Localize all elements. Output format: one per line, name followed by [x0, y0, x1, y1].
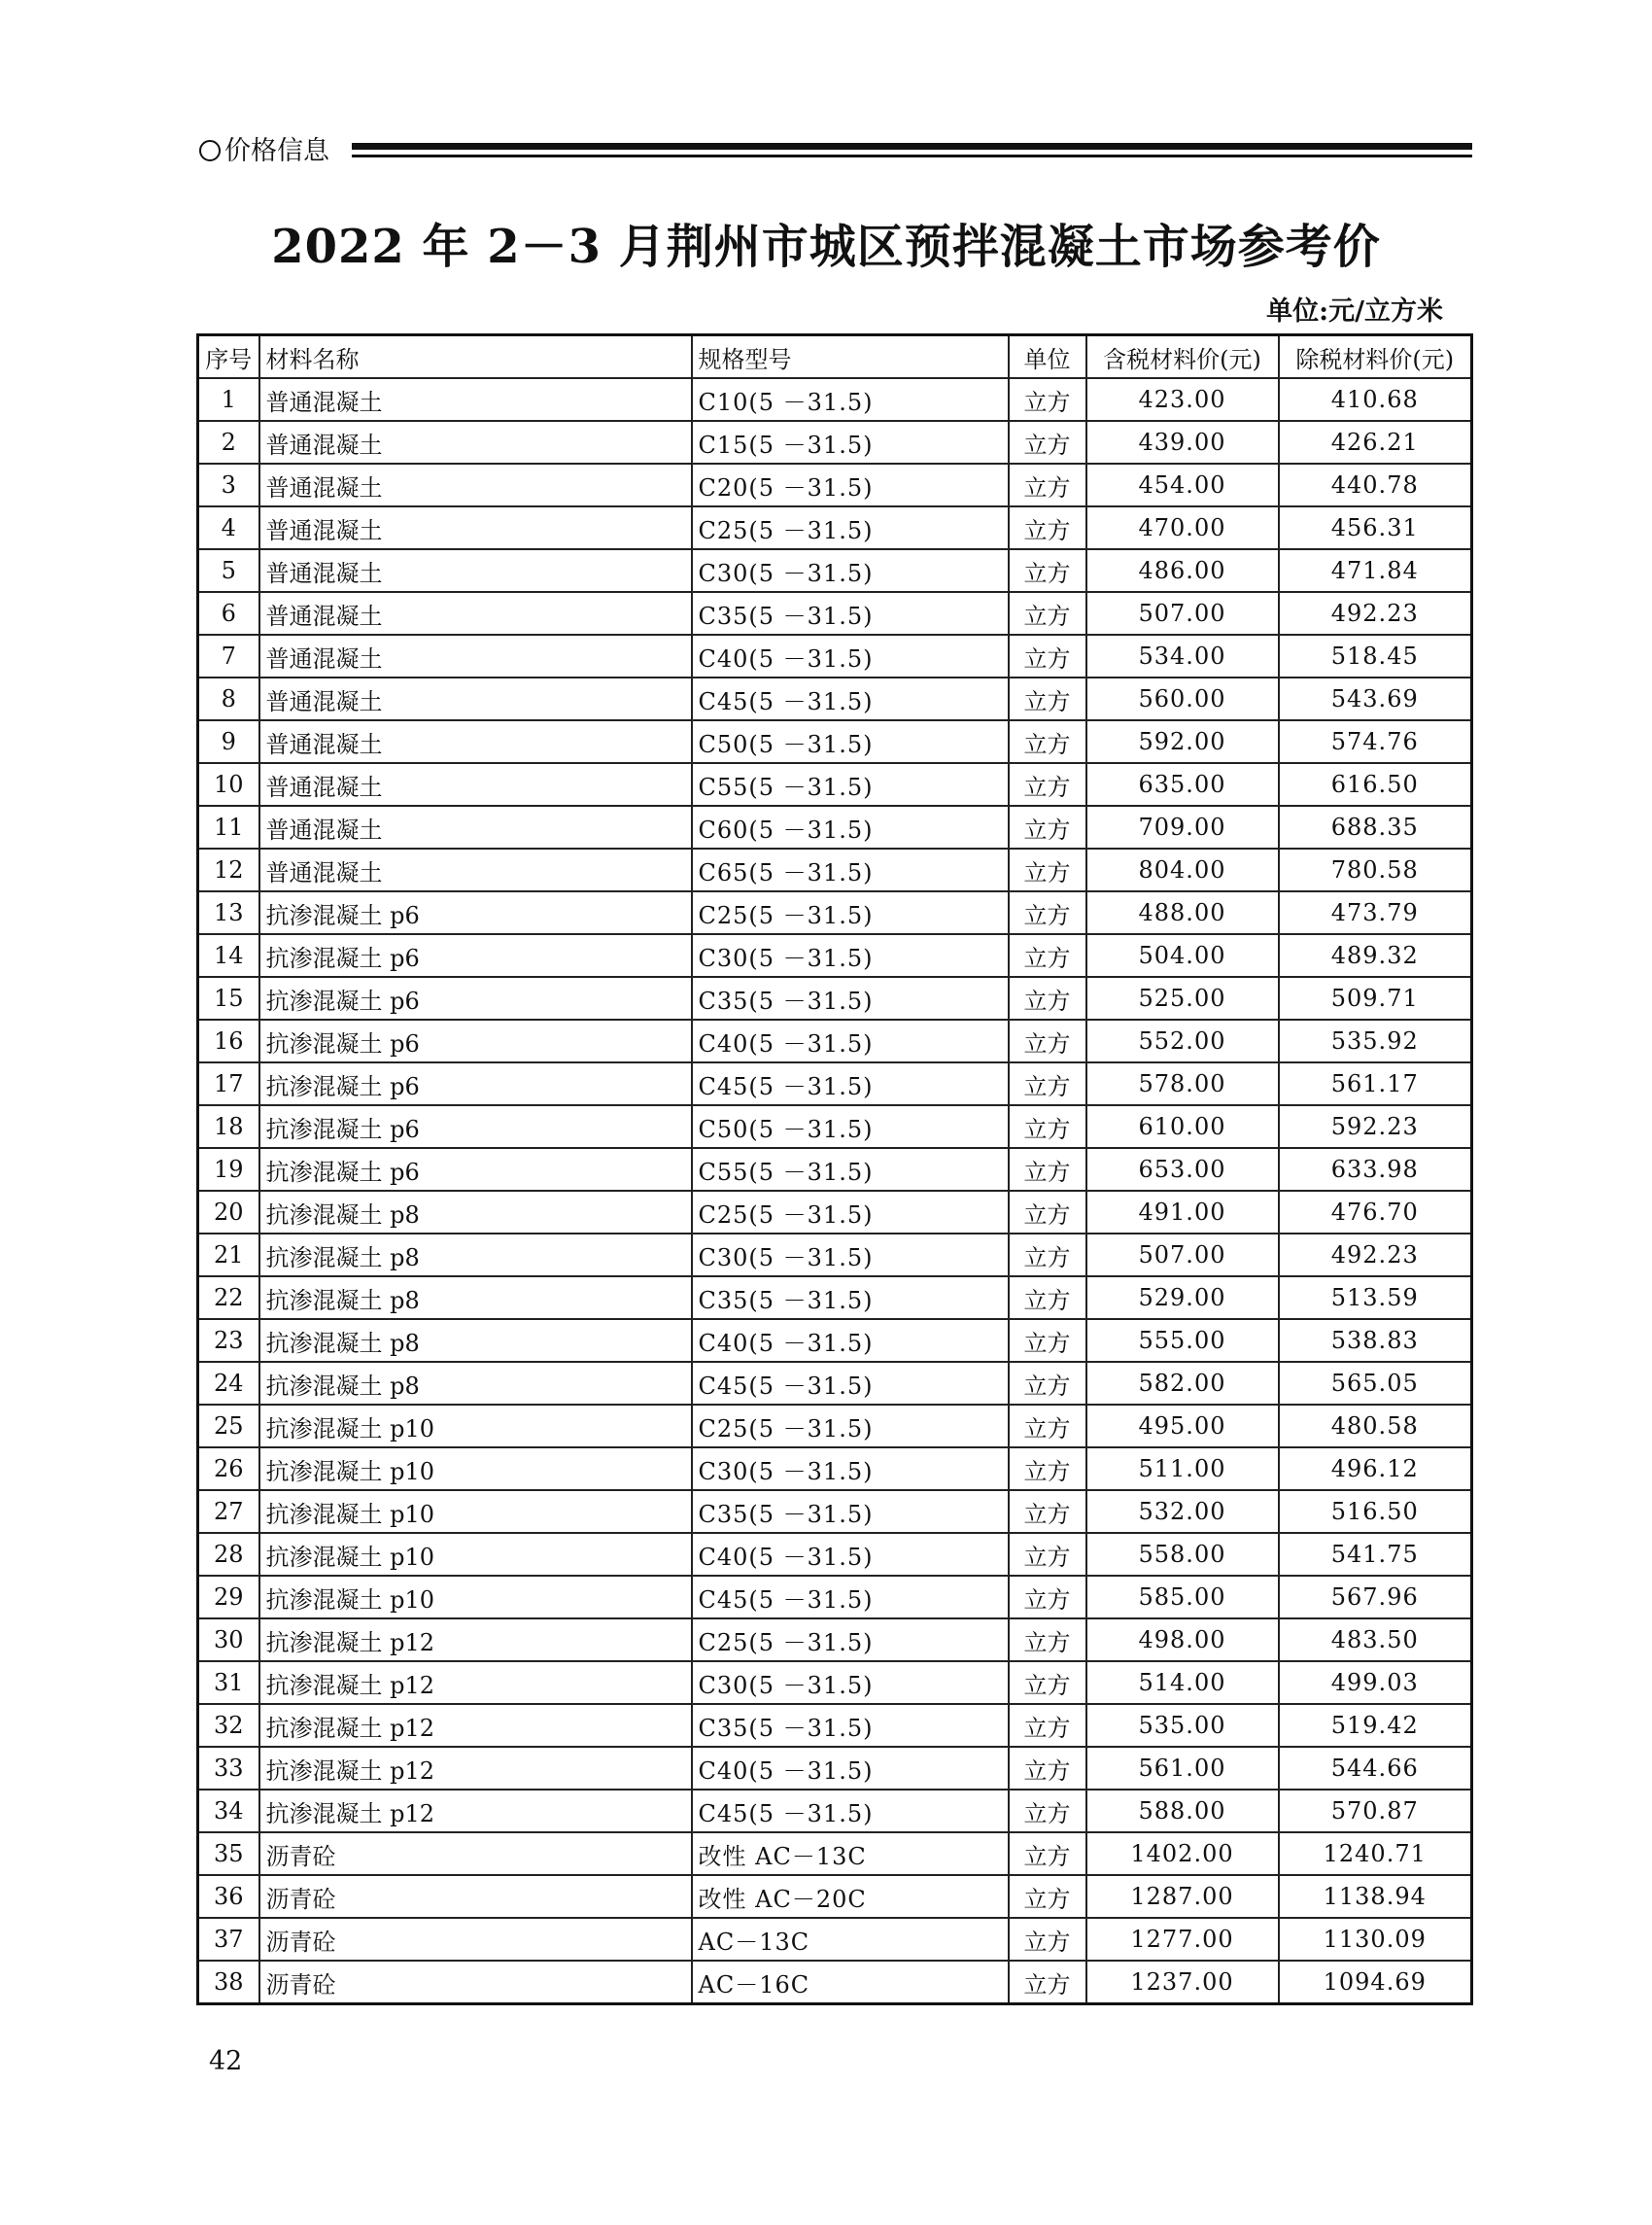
cell-unit: 立方: [1009, 1961, 1086, 2004]
cell-spec: C40(5 －31.5): [692, 1533, 1009, 1576]
cell-price-tax: 514.00: [1086, 1661, 1279, 1704]
cell-unit: 立方: [1009, 1875, 1086, 1918]
cell-no: 38: [198, 1961, 259, 2004]
col-header-price-notax: 除税材料价(元): [1279, 335, 1472, 379]
cell-name: 抗渗混凝土 p8: [259, 1319, 692, 1362]
cell-no: 15: [198, 977, 259, 1020]
cell-price-notax: 516.50: [1279, 1490, 1472, 1533]
page-number: 42: [209, 2046, 243, 2076]
table-row: [198, 1105, 1472, 1148]
table-row: [198, 421, 1472, 464]
cell-no: 4: [198, 506, 259, 549]
table-row: [198, 1362, 1472, 1405]
cell-unit: 立方: [1009, 1362, 1086, 1405]
cell-price-notax: 688.35: [1279, 806, 1472, 849]
cell-spec: C55(5 －31.5): [692, 1148, 1009, 1191]
cell-no: 5: [198, 549, 259, 592]
cell-name: 沥青砼: [259, 1832, 692, 1875]
cell-spec: C25(5 －31.5): [692, 1618, 1009, 1661]
cell-name: 沥青砼: [259, 1918, 692, 1961]
cell-price-tax: 504.00: [1086, 934, 1279, 977]
table-row: [198, 549, 1472, 592]
cell-price-notax: 567.96: [1279, 1576, 1472, 1618]
cell-name: 抗渗混凝土 p6: [259, 1148, 692, 1191]
cell-price-notax: 570.87: [1279, 1790, 1472, 1832]
cell-price-tax: 552.00: [1086, 1020, 1279, 1062]
cell-no: 25: [198, 1405, 259, 1447]
cell-name: 抗渗混凝土 p10: [259, 1405, 692, 1447]
cell-no: 28: [198, 1533, 259, 1576]
cell-unit: 立方: [1009, 1319, 1086, 1362]
cell-name: 抗渗混凝土 p6: [259, 934, 692, 977]
cell-name: 抗渗混凝土 p12: [259, 1618, 692, 1661]
cell-unit: 立方: [1009, 549, 1086, 592]
cell-price-notax: 499.03: [1279, 1661, 1472, 1704]
table-row: [198, 934, 1472, 977]
cell-unit: 立方: [1009, 763, 1086, 806]
cell-unit: 立方: [1009, 720, 1086, 763]
cell-unit: 立方: [1009, 464, 1086, 506]
cell-unit: 立方: [1009, 934, 1086, 977]
cell-no: 34: [198, 1790, 259, 1832]
cell-price-notax: 492.23: [1279, 592, 1472, 635]
cell-price-notax: 565.05: [1279, 1362, 1472, 1405]
table-row: [198, 1447, 1472, 1490]
cell-name: 抗渗混凝土 p12: [259, 1747, 692, 1790]
cell-name: 抗渗混凝土 p10: [259, 1576, 692, 1618]
table-row: [198, 891, 1472, 934]
cell-no: 3: [198, 464, 259, 506]
table-row: [198, 1319, 1472, 1362]
cell-unit: 立方: [1009, 849, 1086, 891]
cell-price-tax: 495.00: [1086, 1405, 1279, 1447]
cell-unit: 立方: [1009, 1747, 1086, 1790]
cell-price-notax: 538.83: [1279, 1319, 1472, 1362]
cell-no: 6: [198, 592, 259, 635]
cell-no: 26: [198, 1447, 259, 1490]
cell-spec: C25(5 －31.5): [692, 506, 1009, 549]
table-row: [198, 1875, 1472, 1918]
cell-name: 沥青砼: [259, 1961, 692, 2004]
cell-price-notax: 476.70: [1279, 1191, 1472, 1234]
cell-price-tax: 635.00: [1086, 763, 1279, 806]
unit-note: 单位:元/立方米: [1266, 296, 1443, 327]
cell-price-notax: 473.79: [1279, 891, 1472, 934]
cell-spec: AC－13C: [692, 1918, 1009, 1961]
cell-spec: AC－16C: [692, 1961, 1009, 2004]
cell-spec: C30(5 －31.5): [692, 934, 1009, 977]
cell-spec: C25(5 －31.5): [692, 1191, 1009, 1234]
cell-unit: 立方: [1009, 891, 1086, 934]
cell-unit: 立方: [1009, 1276, 1086, 1319]
cell-unit: 立方: [1009, 1790, 1086, 1832]
cell-no: 10: [198, 763, 259, 806]
table-row: [198, 1191, 1472, 1234]
cell-price-notax: 519.42: [1279, 1704, 1472, 1747]
cell-no: 9: [198, 720, 259, 763]
cell-spec: C30(5 －31.5): [692, 1234, 1009, 1276]
table-row: [198, 1276, 1472, 1319]
cell-name: 抗渗混凝土 p6: [259, 1062, 692, 1105]
table-row: [198, 1747, 1472, 1790]
cell-spec: C15(5 －31.5): [692, 421, 1009, 464]
cell-no: 16: [198, 1020, 259, 1062]
cell-name: 抗渗混凝土 p12: [259, 1790, 692, 1832]
cell-spec: C40(5 －31.5): [692, 1747, 1009, 1790]
cell-spec: C55(5 －31.5): [692, 763, 1009, 806]
cell-price-notax: 574.76: [1279, 720, 1472, 763]
cell-price-notax: 633.98: [1279, 1148, 1472, 1191]
table-row: [198, 720, 1472, 763]
cell-name: 抗渗混凝土 p6: [259, 891, 692, 934]
cell-price-tax: 470.00: [1086, 506, 1279, 549]
cell-price-tax: 1277.00: [1086, 1918, 1279, 1961]
cell-no: 33: [198, 1747, 259, 1790]
table-row: [198, 506, 1472, 549]
cell-no: 23: [198, 1319, 259, 1362]
cell-spec: C40(5 －31.5): [692, 1020, 1009, 1062]
cell-name: 普通混凝土: [259, 592, 692, 635]
cell-name: 普通混凝土: [259, 464, 692, 506]
header-rule-thin: [352, 155, 1472, 157]
cell-price-notax: 509.71: [1279, 977, 1472, 1020]
table-row: [198, 635, 1472, 678]
cell-unit: 立方: [1009, 678, 1086, 720]
price-table: [196, 333, 1473, 2005]
cell-price-tax: 610.00: [1086, 1105, 1279, 1148]
cell-unit: 立方: [1009, 1832, 1086, 1875]
cell-price-notax: 541.75: [1279, 1533, 1472, 1576]
table-row: [198, 1576, 1472, 1618]
cell-no: 12: [198, 849, 259, 891]
cell-price-tax: 423.00: [1086, 378, 1279, 421]
cell-unit: 立方: [1009, 1148, 1086, 1191]
cell-spec: C40(5 －31.5): [692, 635, 1009, 678]
cell-no: 30: [198, 1618, 259, 1661]
col-header-no: 序号: [198, 335, 259, 379]
table-body: [198, 378, 1472, 2004]
cell-spec: C45(5 －31.5): [692, 1576, 1009, 1618]
cell-no: 14: [198, 934, 259, 977]
cell-no: 18: [198, 1105, 259, 1148]
cell-price-notax: 1138.94: [1279, 1875, 1472, 1918]
cell-no: 11: [198, 806, 259, 849]
cell-unit: 立方: [1009, 1704, 1086, 1747]
cell-spec: C30(5 －31.5): [692, 1447, 1009, 1490]
cell-price-notax: 489.32: [1279, 934, 1472, 977]
table-row: [198, 1661, 1472, 1704]
cell-unit: 立方: [1009, 1405, 1086, 1447]
cell-name: 抗渗混凝土 p8: [259, 1234, 692, 1276]
cell-price-tax: 560.00: [1086, 678, 1279, 720]
circle-icon: [199, 140, 221, 161]
cell-name: 普通混凝土: [259, 720, 692, 763]
cell-price-tax: 588.00: [1086, 1790, 1279, 1832]
cell-price-notax: 1130.09: [1279, 1918, 1472, 1961]
cell-unit: 立方: [1009, 1490, 1086, 1533]
cell-spec: C45(5 －31.5): [692, 1362, 1009, 1405]
cell-spec: C40(5 －31.5): [692, 1319, 1009, 1362]
cell-no: 24: [198, 1362, 259, 1405]
cell-no: 27: [198, 1490, 259, 1533]
page-title: 2022 年 2－3 月荆州市城区预拌混凝土市场参考价: [271, 220, 1381, 274]
cell-name: 抗渗混凝土 p6: [259, 1020, 692, 1062]
cell-price-notax: 535.92: [1279, 1020, 1472, 1062]
table-row: [198, 1062, 1472, 1105]
cell-spec: C65(5 －31.5): [692, 849, 1009, 891]
cell-unit: 立方: [1009, 1234, 1086, 1276]
table-row: [198, 1148, 1472, 1191]
cell-unit: 立方: [1009, 1661, 1086, 1704]
cell-no: 36: [198, 1875, 259, 1918]
cell-no: 21: [198, 1234, 259, 1276]
table-row: [198, 849, 1472, 891]
cell-spec: C30(5 －31.5): [692, 549, 1009, 592]
cell-price-notax: 518.45: [1279, 635, 1472, 678]
cell-unit: 立方: [1009, 1618, 1086, 1661]
cell-name: 普通混凝土: [259, 421, 692, 464]
cell-spec: C25(5 －31.5): [692, 1405, 1009, 1447]
cell-price-notax: 492.23: [1279, 1234, 1472, 1276]
table-row: [198, 378, 1472, 421]
table-header-row: [198, 335, 1472, 379]
cell-price-notax: 426.21: [1279, 421, 1472, 464]
cell-no: 2: [198, 421, 259, 464]
cell-name: 普通混凝土: [259, 635, 692, 678]
col-header-spec: 规格型号: [692, 335, 1009, 379]
cell-price-tax: 555.00: [1086, 1319, 1279, 1362]
cell-spec: C20(5 －31.5): [692, 464, 1009, 506]
section-label: [199, 134, 329, 169]
cell-unit: 立方: [1009, 378, 1086, 421]
cell-unit: 立方: [1009, 977, 1086, 1020]
cell-unit: 立方: [1009, 1918, 1086, 1961]
cell-spec: C60(5 －31.5): [692, 806, 1009, 849]
cell-price-tax: 1237.00: [1086, 1961, 1279, 2004]
cell-no: 35: [198, 1832, 259, 1875]
cell-spec: C50(5 －31.5): [692, 1105, 1009, 1148]
cell-price-notax: 496.12: [1279, 1447, 1472, 1490]
col-header-unit: 单位: [1009, 335, 1086, 379]
cell-unit: 立方: [1009, 1020, 1086, 1062]
cell-spec: 改性 AC－13C: [692, 1832, 1009, 1875]
cell-price-tax: 558.00: [1086, 1533, 1279, 1576]
table-row: [198, 1020, 1472, 1062]
cell-name: 普通混凝土: [259, 378, 692, 421]
table-row: [198, 763, 1472, 806]
cell-price-notax: 456.31: [1279, 506, 1472, 549]
cell-spec: C35(5 －31.5): [692, 1490, 1009, 1533]
cell-unit: 立方: [1009, 592, 1086, 635]
table-row: [198, 1918, 1472, 1961]
cell-no: 19: [198, 1148, 259, 1191]
cell-name: 普通混凝土: [259, 506, 692, 549]
cell-price-tax: 578.00: [1086, 1062, 1279, 1105]
cell-spec: C35(5 －31.5): [692, 1276, 1009, 1319]
cell-unit: 立方: [1009, 1533, 1086, 1576]
cell-price-notax: 1094.69: [1279, 1961, 1472, 2004]
cell-name: 沥青砼: [259, 1875, 692, 1918]
cell-spec: C35(5 －31.5): [692, 977, 1009, 1020]
cell-unit: 立方: [1009, 506, 1086, 549]
col-header-price-tax: 含税材料价(元): [1086, 335, 1279, 379]
cell-price-tax: 561.00: [1086, 1747, 1279, 1790]
cell-price-tax: 507.00: [1086, 592, 1279, 635]
cell-name: 抗渗混凝土 p10: [259, 1533, 692, 1576]
table-row: [198, 1234, 1472, 1276]
cell-price-tax: 709.00: [1086, 806, 1279, 849]
cell-unit: 立方: [1009, 1062, 1086, 1105]
cell-spec: C50(5 －31.5): [692, 720, 1009, 763]
col-header-name: 材料名称: [259, 335, 692, 379]
cell-name: 普通混凝土: [259, 849, 692, 891]
cell-price-tax: 592.00: [1086, 720, 1279, 763]
cell-name: 抗渗混凝土 p8: [259, 1191, 692, 1234]
cell-unit: 立方: [1009, 635, 1086, 678]
table-row: [198, 1533, 1472, 1576]
cell-price-tax: 529.00: [1086, 1276, 1279, 1319]
cell-price-notax: 480.58: [1279, 1405, 1472, 1447]
cell-no: 1: [198, 378, 259, 421]
cell-name: 普通混凝土: [259, 549, 692, 592]
table-row: [198, 1618, 1472, 1661]
cell-name: 抗渗混凝土 p6: [259, 1105, 692, 1148]
table-row: [198, 1790, 1472, 1832]
cell-price-tax: 486.00: [1086, 549, 1279, 592]
cell-price-tax: 1287.00: [1086, 1875, 1279, 1918]
cell-price-tax: 511.00: [1086, 1447, 1279, 1490]
cell-name: 普通混凝土: [259, 678, 692, 720]
cell-no: 13: [198, 891, 259, 934]
cell-price-tax: 582.00: [1086, 1362, 1279, 1405]
cell-price-tax: 507.00: [1086, 1234, 1279, 1276]
cell-price-notax: 513.59: [1279, 1276, 1472, 1319]
table-row: [198, 1405, 1472, 1447]
cell-price-tax: 804.00: [1086, 849, 1279, 891]
section-label-text: 价格信息: [224, 136, 329, 166]
cell-spec: C45(5 －31.5): [692, 1790, 1009, 1832]
table-row: [198, 977, 1472, 1020]
cell-price-notax: 543.69: [1279, 678, 1472, 720]
cell-unit: 立方: [1009, 806, 1086, 849]
cell-name: 抗渗混凝土 p10: [259, 1447, 692, 1490]
cell-price-tax: 1402.00: [1086, 1832, 1279, 1875]
cell-name: 抗渗混凝土 p6: [259, 977, 692, 1020]
cell-no: 8: [198, 678, 259, 720]
cell-spec: C25(5 －31.5): [692, 891, 1009, 934]
cell-name: 抗渗混凝土 p8: [259, 1362, 692, 1405]
header-rule-thick: [352, 143, 1472, 150]
cell-spec: C10(5 －31.5): [692, 378, 1009, 421]
cell-no: 20: [198, 1191, 259, 1234]
cell-price-notax: 616.50: [1279, 763, 1472, 806]
cell-spec: C45(5 －31.5): [692, 678, 1009, 720]
cell-no: 31: [198, 1661, 259, 1704]
cell-no: 22: [198, 1276, 259, 1319]
cell-name: 抗渗混凝土 p8: [259, 1276, 692, 1319]
cell-price-tax: 585.00: [1086, 1576, 1279, 1618]
cell-spec: C45(5 －31.5): [692, 1062, 1009, 1105]
cell-price-tax: 653.00: [1086, 1148, 1279, 1191]
cell-unit: 立方: [1009, 1191, 1086, 1234]
cell-price-tax: 534.00: [1086, 635, 1279, 678]
cell-unit: 立方: [1009, 1105, 1086, 1148]
cell-price-notax: 780.58: [1279, 849, 1472, 891]
cell-name: 抗渗混凝土 p12: [259, 1661, 692, 1704]
cell-no: 29: [198, 1576, 259, 1618]
table-row: [198, 1490, 1472, 1533]
cell-price-notax: 471.84: [1279, 549, 1472, 592]
cell-spec: C30(5 －31.5): [692, 1661, 1009, 1704]
cell-name: 普通混凝土: [259, 806, 692, 849]
cell-price-notax: 544.66: [1279, 1747, 1472, 1790]
table-row: [198, 806, 1472, 849]
cell-price-tax: 439.00: [1086, 421, 1279, 464]
cell-unit: 立方: [1009, 1576, 1086, 1618]
cell-no: 17: [198, 1062, 259, 1105]
cell-price-notax: 561.17: [1279, 1062, 1472, 1105]
cell-price-tax: 498.00: [1086, 1618, 1279, 1661]
cell-unit: 立方: [1009, 1447, 1086, 1490]
cell-spec: 改性 AC－20C: [692, 1875, 1009, 1918]
cell-price-tax: 454.00: [1086, 464, 1279, 506]
cell-spec: C35(5 －31.5): [692, 592, 1009, 635]
cell-price-notax: 1240.71: [1279, 1832, 1472, 1875]
cell-spec: C35(5 －31.5): [692, 1704, 1009, 1747]
cell-price-tax: 535.00: [1086, 1704, 1279, 1747]
cell-price-notax: 483.50: [1279, 1618, 1472, 1661]
cell-price-notax: 440.78: [1279, 464, 1472, 506]
section-header: [199, 134, 1472, 173]
cell-unit: 立方: [1009, 421, 1086, 464]
cell-name: 抗渗混凝土 p12: [259, 1704, 692, 1747]
cell-price-tax: 491.00: [1086, 1191, 1279, 1234]
cell-price-notax: 592.23: [1279, 1105, 1472, 1148]
table-row: [198, 1704, 1472, 1747]
cell-price-tax: 525.00: [1086, 977, 1279, 1020]
cell-name: 普通混凝土: [259, 763, 692, 806]
table-row: [198, 1961, 1472, 2004]
table-row: [198, 464, 1472, 506]
table-row: [198, 678, 1472, 720]
cell-price-notax: 410.68: [1279, 378, 1472, 421]
cell-no: 37: [198, 1918, 259, 1961]
table-row: [198, 1832, 1472, 1875]
cell-no: 32: [198, 1704, 259, 1747]
table-row: [198, 592, 1472, 635]
cell-no: 7: [198, 635, 259, 678]
cell-price-tax: 488.00: [1086, 891, 1279, 934]
cell-name: 抗渗混凝土 p10: [259, 1490, 692, 1533]
cell-price-tax: 532.00: [1086, 1490, 1279, 1533]
